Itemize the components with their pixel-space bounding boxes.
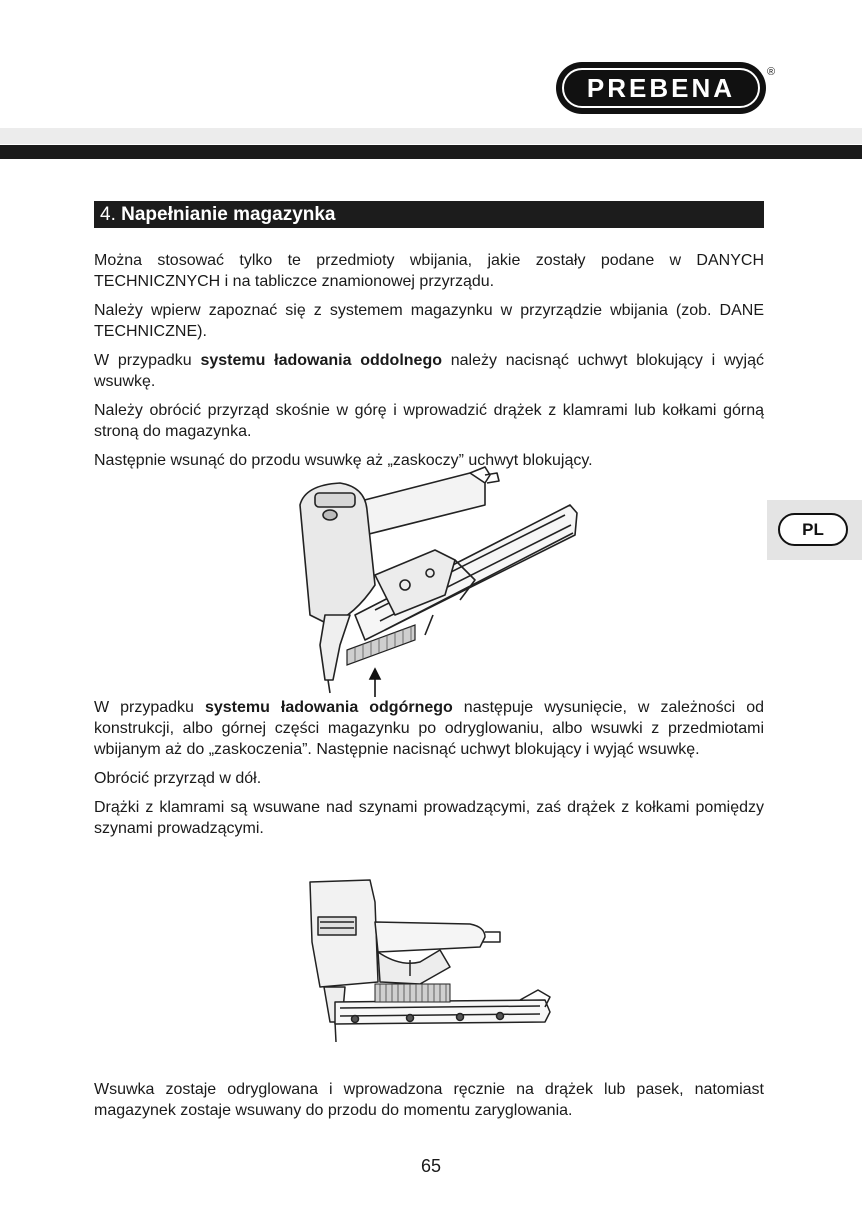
emphasis: systemu ładowania oddolnego <box>200 352 442 369</box>
paragraph: Należy obrócić przyrząd skośnie w górę i wprowadzić drążek z klamrami lub kołkami górną stroną do magazynka. <box>94 402 764 440</box>
page-number: 65 <box>420 1156 442 1176</box>
paragraph: Należy wpierw zapoznać się z systemem magazynku w przyrządzie wbijania (zob. DANE TECHNICZNE). <box>94 302 764 340</box>
paragraph: Następnie wsunąć do przodu wsuwkę aż „zaskoczy” uchwyt blokujący. <box>94 452 593 469</box>
registered-mark: ® <box>767 66 776 78</box>
section-header <box>94 201 764 228</box>
text-block-bottom <box>94 1079 764 1121</box>
text-block-middle <box>94 697 764 839</box>
paragraph: Można stosować tylko te przedmioty wbijania, jakie zostały podane w DANYCH TECHNICZNYCH i na tabliczce znamionowej przyrządu. <box>94 252 764 290</box>
language-label: PL <box>778 513 848 546</box>
brand-logo-text: PREBENA <box>562 68 760 108</box>
nailer-bottom-loading-illustration <box>285 465 585 700</box>
paragraph: W przypadku systemu ładowania odgórnego następuje wysunięcie, w zależności od konstrukcji, albo górnej części magazynku po odryglowaniu, albo wsuwki z przedmiotami wbijanym aż do „zaskoczenia”. Następnie nacisnąć uchwyt blokujący i wyjąć wsuwkę. <box>94 699 765 758</box>
text-block-top <box>94 250 764 471</box>
paragraph: Drążki z klamrami są wsuwane nad szynami prowadzącymi, zaś drążek z kołkami pomiędzy szynami prowadzącymi. <box>94 799 764 837</box>
emphasis: systemu ładowania odgórnego <box>204 699 453 716</box>
header-gray-band <box>0 128 862 144</box>
nailer-top-loading-illustration <box>300 872 560 1057</box>
paragraph: Wsuwka zostaje odryglowana i wprowadzona ręcznie na drążek lub pasek, natomiast magazynek zostaje wsuwany do przodu do momentu zaryglowania. <box>94 1081 764 1119</box>
section-number: 4. <box>100 204 116 225</box>
header-dark-band <box>0 145 862 159</box>
section-title: Napełnianie magazynka <box>121 204 336 225</box>
paragraph: W przypadku systemu ładowania oddolnego należy nacisnąć uchwyt blokujący i wyjąć wsuwkę. <box>94 352 764 390</box>
paragraph: Obrócić przyrząd w dół. <box>94 770 262 787</box>
language-tab <box>767 500 862 560</box>
brand-logo <box>556 62 766 114</box>
